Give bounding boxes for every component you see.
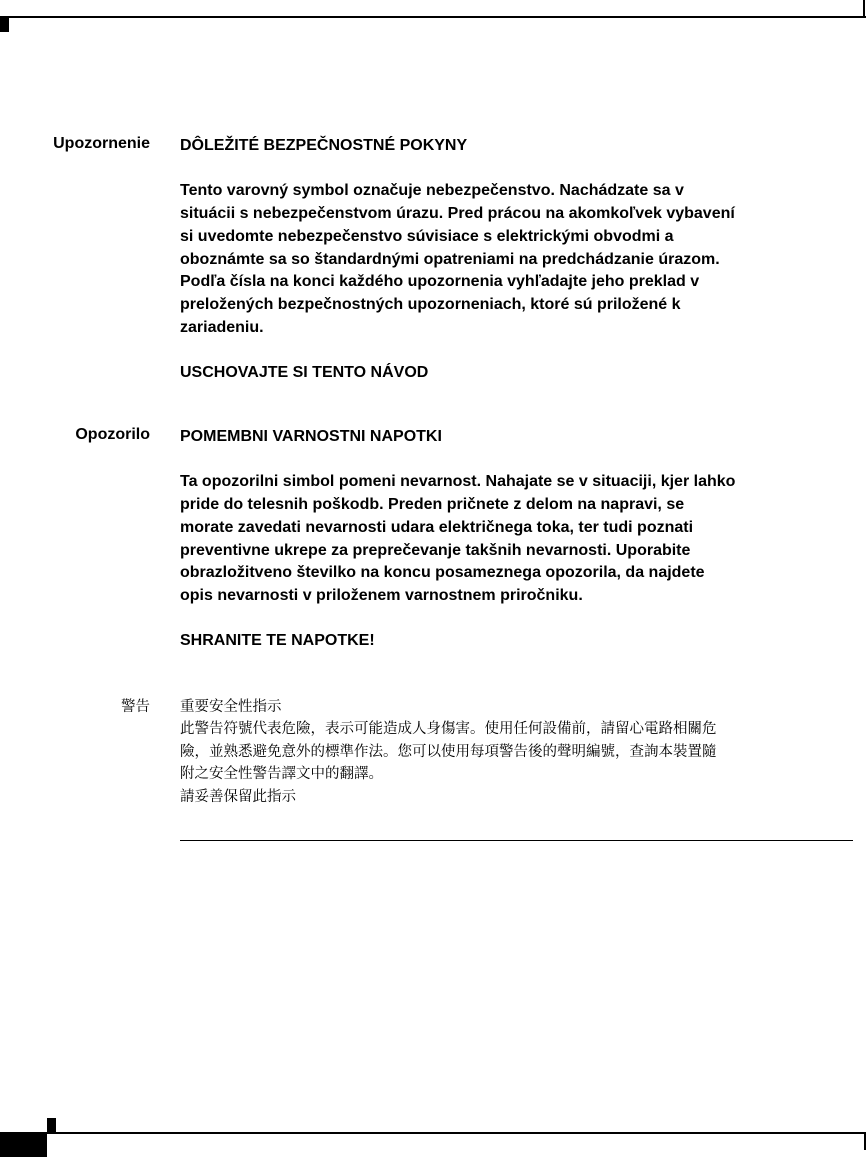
warning-text-line: zariadeniu.: [180, 318, 264, 336]
warning-text-line: preventivne ukrepe za preprečevanje takšnih nevarnosti. Uporabite: [180, 541, 691, 559]
warning-text-line: pride do telesnih poškodb. Preden pričnete z delom na napravi, se: [180, 496, 685, 514]
warning-body: [180, 696, 860, 808]
section-end-rule: [180, 840, 853, 841]
warning-body: [180, 135, 860, 385]
footer-tab-marker: [47, 1118, 56, 1133]
warning-label: 警告: [121, 699, 150, 715]
warning-text-line: Ta opozorilni simbol pomeni nevarnost. Nahajate se v situaciji, kjer lahko: [180, 473, 736, 491]
warning-text-line: Podľa čísla na konci každého upozornenia vyhľadajte jeho preklad v: [180, 273, 700, 291]
warning-label: Opozorilo: [75, 426, 150, 443]
warning-footer: USCHOVAJTE SI TENTO NÁVOD: [180, 364, 429, 381]
warning-label: Upozornenie: [53, 135, 150, 152]
warning-text-line: situácii s nebezpečenstvom úrazu. Pred prácou na akomkoľvek vybavení: [180, 205, 735, 223]
warning-heading: 重要安全性指示: [180, 699, 282, 715]
warning-footer: SHRANITE TE NAPOTKE!: [180, 632, 375, 650]
warning-text-line: 附之安全性警告譯文中的翻譯。: [180, 766, 383, 783]
warning-heading: POMEMBNI VARNOSTNI NAPOTKI: [180, 428, 442, 445]
warning-text-line: oboznámte sa so štandardnými opatreniami na predchádzanie úrazom.: [180, 250, 720, 268]
warning-text-line: 此警告符號代表危險，表示可能造成人身傷害。使用任何設備前，請留心電路相關危: [180, 721, 717, 738]
warning-text-line: opis nevarnosti v priloženem varnostnem priročniku.: [180, 586, 583, 604]
warning-text-line: morate zavedati nevarnosti udara električnega toka, ter tudi poznati: [180, 518, 694, 536]
header-rule: [0, 16, 866, 18]
warning-heading: DÔLEŽITÉ BEZPEČNOSTNÉ POKYNY: [180, 137, 468, 154]
warning-body: [180, 426, 860, 653]
warning-text-line: si uvedomte nebezpečenstvo súvisiace s elektrickými obvodmi a: [180, 227, 674, 245]
header-corner-mark: [863, 0, 865, 18]
warning-text-line: 險，並熟悉避免意外的標準作法。您可以使用每項警告後的聲明編號，查詢本裝置隨: [180, 743, 717, 760]
warning-text-line: Tento varovný symbol označuje nebezpečenstvo. Nachádzate sa v: [180, 182, 684, 200]
footer-rule: [0, 1132, 866, 1134]
warning-text-line: preložených bezpečnostných upozorneniach, ktoré sú priložené k: [180, 295, 681, 313]
header-tab-marker: [0, 18, 9, 32]
warning-footer: 請妥善保留此指示: [180, 788, 296, 805]
warning-text-line: obrazložitveno številko na koncu posameznega opozorila, da najdete: [180, 564, 705, 582]
footer-page-block: [0, 1132, 47, 1157]
